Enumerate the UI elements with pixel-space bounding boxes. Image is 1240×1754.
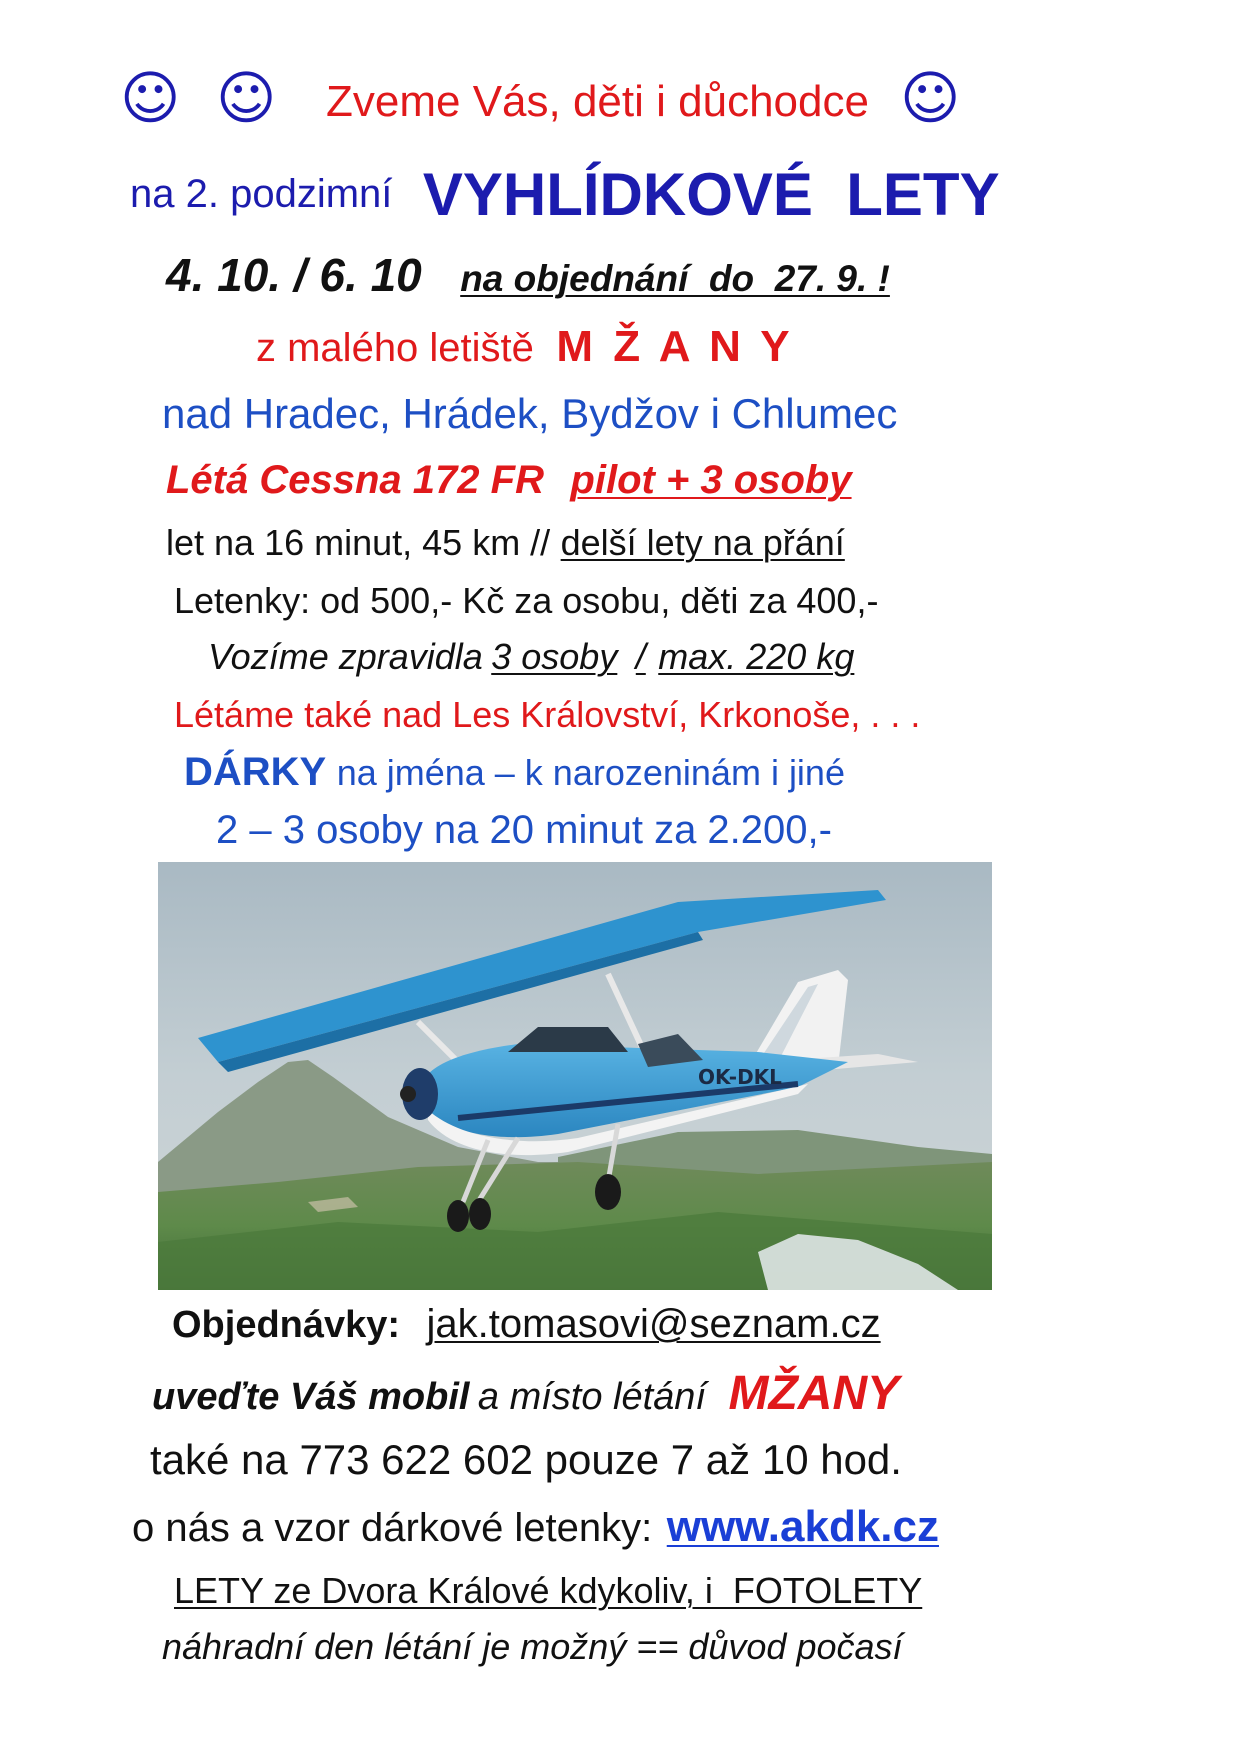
orders-line <box>172 1302 881 1347</box>
orders-label: Objednávky: <box>172 1304 401 1346</box>
flight-longer: delší lety na přání <box>560 522 845 563</box>
aircraft-type: Létá Cessna 172 FR <box>166 458 544 502</box>
invite-text: Zveme Vás, děti i důchodce <box>326 77 869 126</box>
web-prefix: o nás a vzor dárkové letenky: <box>132 1506 653 1550</box>
aircraft-capacity: pilot + 3 osoby <box>570 458 852 502</box>
also-over-line: Létáme také nad Les Království, Krkonoše, . . . <box>174 694 921 735</box>
weather-line: náhradní den létání je možný == důvod počasí <box>162 1626 903 1667</box>
orders-email[interactable]: jak.tomasovi@seznam.cz <box>426 1302 881 1346</box>
gift-offer-line: 2 – 3 osoby na 20 minut za 2.200,- <box>216 808 832 852</box>
load-prefix: Vozíme zpravidla <box>208 636 483 677</box>
headline-prefix: na 2. podzimní <box>130 172 393 216</box>
smiley-icon: ☺ <box>900 64 961 132</box>
flight-line <box>166 522 845 564</box>
load-line <box>208 636 854 678</box>
cessna-photo-illustration <box>158 862 992 1290</box>
dates-days: 4. 10. / 6. 10 <box>166 249 422 301</box>
flight-duration: let na 16 minut, 45 km // <box>166 522 551 563</box>
dvur-line: LETY ze Dvora Králové kdykoliv, i FOTOLETY <box>174 1570 923 1611</box>
invite-line <box>120 64 1120 134</box>
aircraft-registration: OK-DKL <box>698 1065 782 1089</box>
load-persons: 3 osoby <box>491 636 618 677</box>
smiley-icon: ☺ <box>120 64 181 132</box>
tickets-line: Letenky: od 500,- Kč za osobu, děti za 400,- <box>174 580 879 621</box>
smiley-icon: ☺ <box>216 64 277 132</box>
airfield-name: M Ž A N Y <box>556 322 794 371</box>
mobile-rest: a místo létání <box>477 1376 707 1418</box>
gifts-text: na jména – k narozeninám i jiné <box>336 752 845 793</box>
load-max: max. 220 kg <box>658 636 855 677</box>
phone-line: také na 773 622 602 pouze 7 až 10 hod. <box>150 1436 902 1483</box>
airfield-line <box>256 322 794 372</box>
route-line: nad Hradec, Hrádek, Bydžov i Chlumec <box>162 390 898 437</box>
booking-deadline: na objednání do 27. 9. ! <box>460 258 890 299</box>
gifts-label: DÁRKY <box>184 750 327 794</box>
web-line <box>132 1502 939 1552</box>
airfield-prefix: z malého letiště <box>256 326 534 370</box>
place-name: MŽANY <box>728 1367 900 1420</box>
aircraft-photo <box>158 862 992 1290</box>
dates-line <box>166 248 890 302</box>
gifts-line <box>184 750 845 795</box>
web-link[interactable]: www.akdk.cz <box>666 1502 939 1551</box>
headline-line <box>130 160 1000 229</box>
mobile-strong: uveďte Váš mobil <box>152 1376 470 1418</box>
mobile-line <box>152 1366 899 1421</box>
aircraft-line <box>166 458 852 503</box>
load-separator: / <box>635 636 646 677</box>
headline-title: VYHLÍDKOVÉ LETY <box>422 161 1000 228</box>
